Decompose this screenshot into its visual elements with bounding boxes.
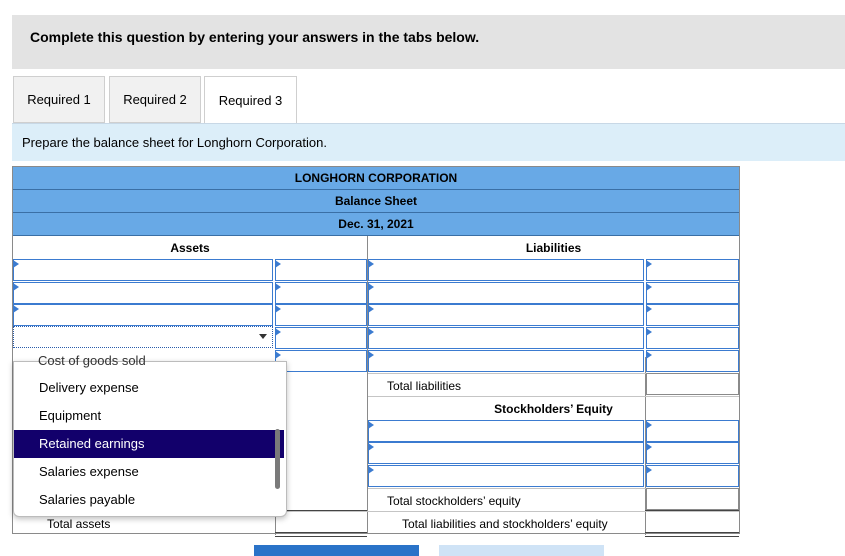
asset-amount-input[interactable] [275,282,367,304]
row-marker-icon [646,443,652,451]
total-liab-equity-double-rule [645,532,739,537]
liability-account-input[interactable] [368,350,644,372]
liability-amount-input[interactable] [646,327,739,349]
asset-amount-input[interactable] [275,327,367,349]
tab-label: Required 1 [27,92,91,107]
equity-account-input[interactable] [368,442,644,464]
row-marker-icon [275,305,281,313]
equity-amount-input[interactable] [646,420,739,442]
option-label: Equipment [39,408,102,423]
option-label: Salaries payable [39,492,136,507]
instructions-banner [12,15,845,69]
liability-account-input[interactable] [368,304,644,326]
row-marker-icon [275,283,281,291]
liability-account-input[interactable] [368,259,644,281]
account-dropdown-menu[interactable] [13,353,287,517]
total-equity-label: Total stockholders’ equity [387,494,521,508]
liability-amount-input[interactable] [646,282,739,304]
row-marker-icon [646,283,652,291]
row-marker-icon [368,421,374,429]
row-marker-icon [13,283,19,291]
company-name: LONGHORN CORPORATION [13,167,739,190]
chevron-down-icon[interactable] [259,334,267,339]
prompt-text: Prepare the balance sheet for Longhorn Corporation. [22,135,327,150]
dropdown-option[interactable] [14,486,284,514]
statement-title: Balance Sheet [13,190,739,213]
row-marker-icon [368,260,374,268]
row-marker-icon [646,328,652,336]
liability-account-input[interactable] [368,282,644,304]
row-marker-icon [368,305,374,313]
question-prompt [12,123,845,161]
asset-account-input[interactable] [13,282,273,304]
liabilities-header: Liabilities [525,241,582,255]
dropdown-scrollbar[interactable] [275,429,280,489]
assets-header: Assets [170,241,210,255]
liability-amount-input[interactable] [646,304,739,326]
liability-amount-input[interactable] [646,350,739,372]
previous-tab-button[interactable] [254,545,419,556]
row-marker-icon [646,466,652,474]
tab-required-1[interactable] [13,76,105,123]
total-liab-equity-label: Total liabilities and stockholders’ equity [402,517,608,531]
dropdown-option-partial[interactable]: Cost of goods sold [38,353,146,368]
total-liabilities-input[interactable] [646,373,739,395]
row-marker-icon [368,351,374,359]
dropdown-option[interactable] [14,374,284,402]
row-marker-icon [368,328,374,336]
row-marker-icon [13,305,19,313]
tab-required-2[interactable] [109,76,201,123]
statement-date: Dec. 31, 2021 [13,213,739,236]
equity-account-input[interactable] [368,420,644,442]
row-marker-icon [13,260,19,268]
option-label: Salaries expense [39,464,139,479]
row-marker-icon [646,305,652,313]
total-liab-equity-rule [645,510,739,511]
total-assets-label: Total assets [47,517,111,531]
asset-account-input[interactable] [13,304,273,326]
dropdown-option-selected[interactable] [14,430,284,458]
dropdown-option[interactable] [14,458,284,486]
row-marker-icon [646,260,652,268]
tab-label: Required 3 [218,92,283,108]
total-liabilities-label: Total liabilities [387,379,462,393]
asset-amount-input[interactable] [275,259,367,281]
equity-amount-input[interactable] [646,442,739,464]
next-tab-button[interactable] [439,545,604,556]
row-line [368,396,739,397]
tab-required-3[interactable] [204,76,297,124]
total-assets-rule [275,510,367,511]
liability-account-input[interactable] [368,327,644,349]
equity-header: Stockholders’ Equity [494,402,613,416]
row-marker-icon [646,351,652,359]
instructions-text: Complete this question by entering your answers in the tabs below. [30,29,480,45]
row-marker-icon [275,351,281,359]
row-marker-icon [646,421,652,429]
asset-account-input[interactable] [13,259,273,281]
asset-amount-input[interactable] [275,304,367,326]
tab-label: Required 2 [123,92,187,107]
row-marker-icon [368,466,374,474]
row-line [283,511,739,512]
option-label: Retained earnings [39,436,145,451]
equity-amount-input[interactable] [646,465,739,487]
row-marker-icon [275,260,281,268]
row-marker-icon [368,283,374,291]
asset-amount-input[interactable] [275,350,367,372]
row-marker-icon [275,328,281,336]
total-assets-double-rule [275,532,367,537]
liability-amount-input[interactable] [646,259,739,281]
asset-account-select[interactable] [13,326,273,348]
option-label: Delivery expense [39,380,139,395]
dropdown-option[interactable] [14,402,284,430]
row-marker-icon [368,443,374,451]
total-equity-input[interactable] [646,488,739,510]
equity-account-input[interactable] [368,465,644,487]
